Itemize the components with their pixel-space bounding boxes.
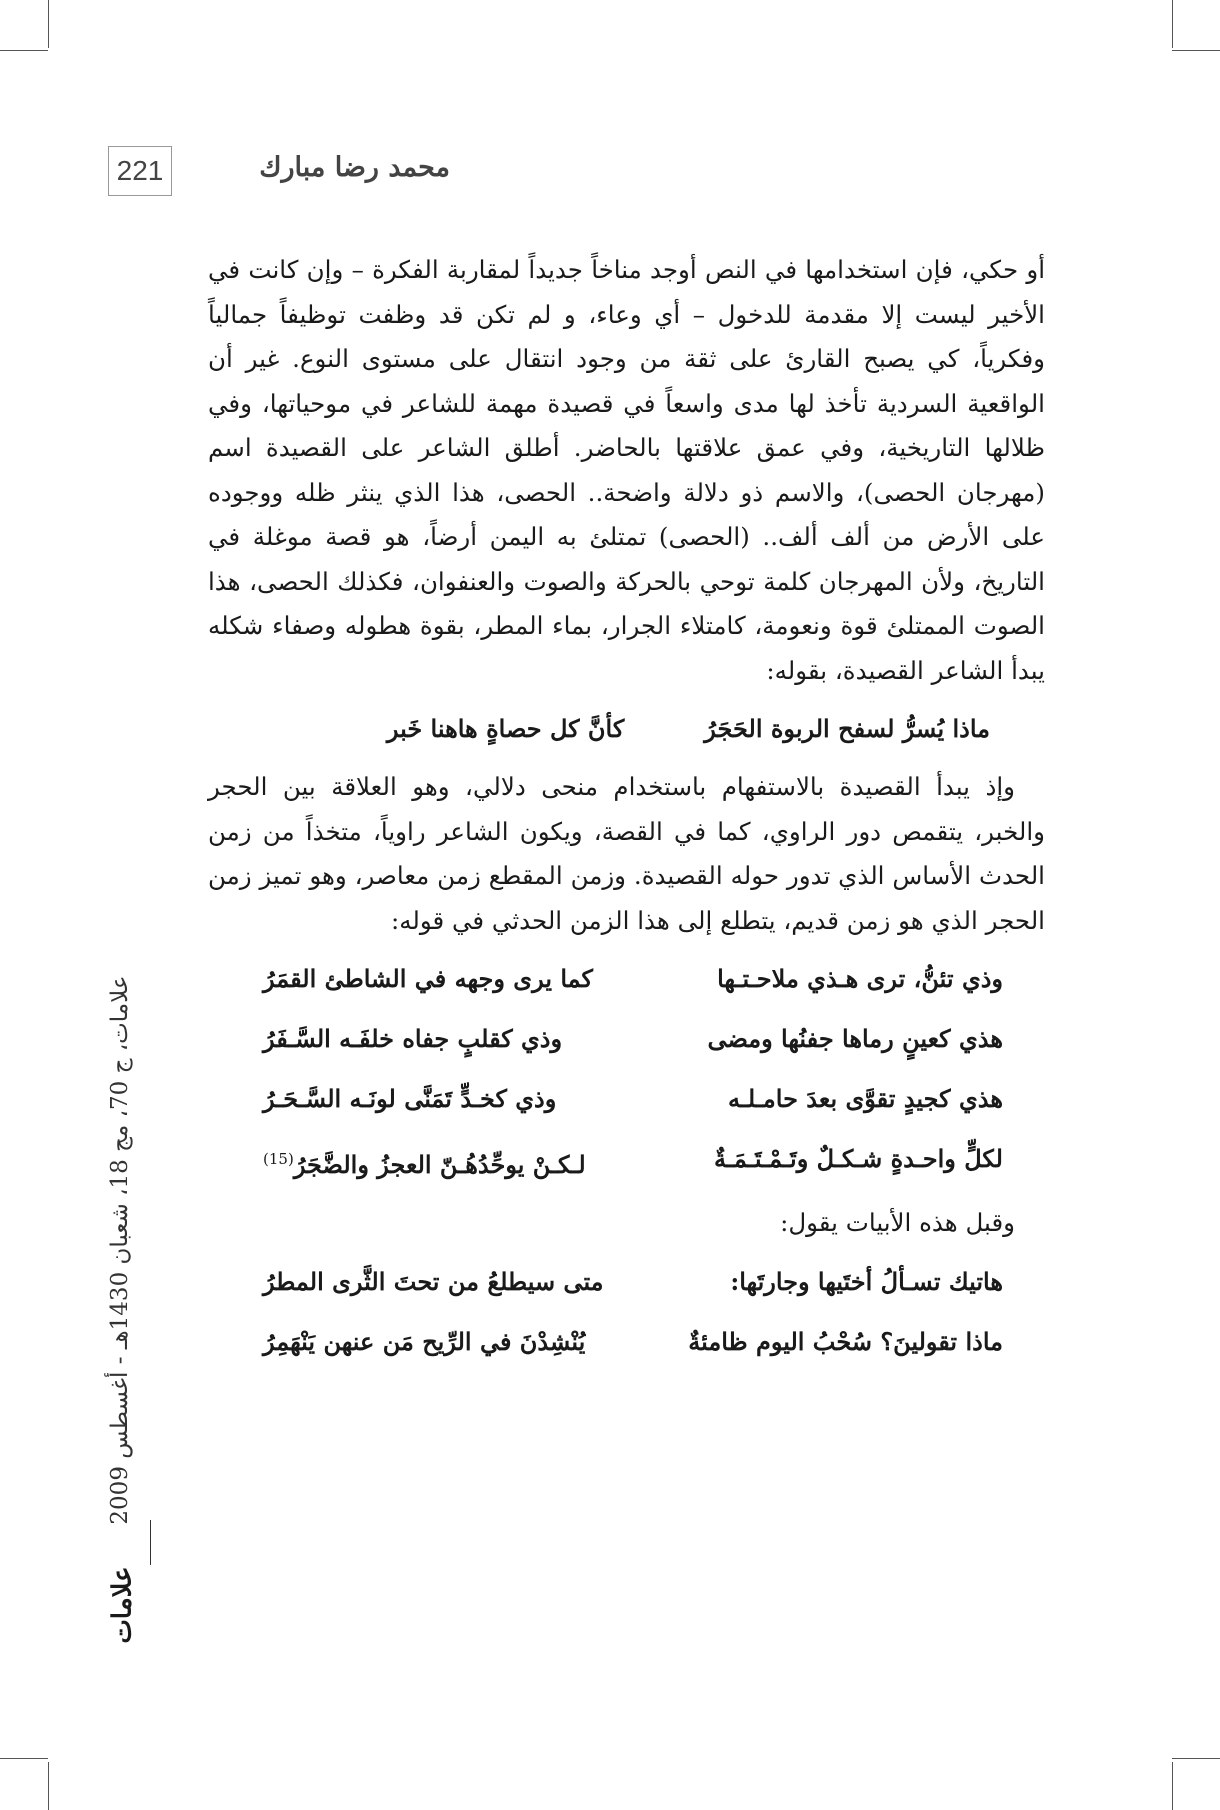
verse-hemistich-left: وذي كخـدٍّ تَمَنَّى لونَـه السَّـحَـرُ (263, 1084, 557, 1113)
crop-mark (48, 0, 49, 48)
running-header-author: محمد رضا مبارك (259, 152, 450, 183)
verse-hemistich-left: متى سيطلعُ من تحتَ الثَّرى المطرُ (263, 1266, 604, 1296)
verse-hemistich-right: لكلٍّ واحـدةٍ شـكـلٌ وتَـمْـتَـمَـةٌ (714, 1144, 1003, 1173)
verse-line (208, 1312, 1045, 1372)
verse-line (208, 949, 1045, 1009)
side-divider (150, 1520, 151, 1565)
verse-line (208, 1069, 1045, 1129)
verse-line (208, 699, 1045, 759)
verse-hemistich-left: وذي كقلبٍ جفاه خلفَـه السَّـفَرُ (263, 1024, 563, 1053)
verse-block (208, 699, 1045, 759)
paragraph: وإذ يبدأ القصيدة بالاستفهام باستخدام منحى دلالي، وهو العلاقة بين الحجر والخبر، يتقمص دور الراوي، كما في القصة، ويكون الشاعر راوياً، متخذاً من زمن الحدث الأساس الذي تدور حوله القصيدة. وزمن المقطع زمن معاصر، وهو تميز زمن الحجر الذي هو زمن قديم، يتطلع إلى هذا الزمن الحدثي في قوله: (208, 772, 1045, 935)
journal-logo (96, 1566, 150, 1644)
verse-hemistich-left-with-footnote (263, 1129, 586, 1195)
crop-mark (1172, 1758, 1220, 1759)
journal-issue-text: علامات، ج 70، مج 18، شعبان 1430هـ - أغسطس 2009 (107, 975, 133, 1525)
crop-mark (0, 50, 48, 51)
verse-hemistich-right: وذي تئنُّ، ترى هـذي ملاحـتـها (717, 964, 1003, 993)
verse-line (208, 1252, 1045, 1312)
footnote-marker: (15) (263, 1150, 294, 1168)
paragraph: أو حكي، فإن استخدامها في النص أوجد مناخاً جديداً لمقاربة الفكرة – وإن كانت في الأخير ليست إلا مقدمة للدخول – أي وعاء، و لم تكن قد وظفت توظيفاً جمالياً وفكرياً، كي يصبح القارئ على ثقة من وجود انتقال على مستوى النوع. غير أن الواقعية السردية تأخذ لها مدى واسعاً في قصيدة مهمة للشاعر في موحياتها، وفي ظلالها التاريخية، وفي عمق علاقتها بالحاضر. أطلق الشاعر على القصيدة اسم (مهرجان الحصى)، والاسم ذو دلالة واضحة.. الحصى، هذا الذي ينثر ظله ووجوده على الأرض من ألف ألف.. (الحصى) تمتلئ به اليمن أرضاً، هو قصة موغلة في التاريخ، ولأن المهرجان كلمة توحي بالحركة والصوت والعنفوان، فكذلك الحصى، هذا الصوت الممتلئ قوة ونعومة، كامتلاء الجرار، بماء المطر، بقوة هطوله وصفاء شكله يبدأ الشاعر القصيدة، بقوله: (208, 255, 1045, 685)
verse-hemistich-left: كأنَّ كل حصاةٍ هاهنا خَبر (386, 714, 625, 743)
verse-hemistich-right: هذي كجيدٍ تقوَّى بعدَ حامـلـه (728, 1084, 1003, 1113)
verse-block (208, 949, 1045, 1195)
crop-mark (1172, 1762, 1173, 1810)
verse-line (208, 1009, 1045, 1069)
verse-hemistich-left: كما يرى وجهه في الشاطئ القمَرُ (263, 964, 593, 993)
verse-hemistich-left: لـكـنْ يوحِّدُهُـنّ العجزُ والضَّجَرُ (293, 1150, 586, 1179)
crop-mark (1172, 50, 1220, 51)
verse-hemistich-right: ماذا يُسرُّ لسفح الربوة الحَجَرُ (704, 714, 990, 743)
journal-logo-text: علامات (108, 1566, 139, 1644)
crop-mark (0, 1758, 48, 1759)
verse-hemistich-left: يُنْشِدْنَ في الرِّيح مَن عنهن يَنْهَمِرُ (263, 1326, 586, 1356)
verse-hemistich-right: ماذا تقولينَ؟ سُحْبُ اليوم ظامئةٌ (688, 1326, 1003, 1356)
verse-block (208, 1252, 1045, 1372)
journal-side-caption (100, 960, 140, 1540)
verse-line (208, 1129, 1045, 1195)
verse-hemistich-right: هذي كعينٍ رماها جفنُها ومضى (707, 1024, 1003, 1053)
article-body (208, 248, 1045, 1378)
crop-mark (48, 1762, 49, 1810)
paragraph: وقبل هذه الأبيات يقول: (780, 1208, 1015, 1237)
verse-hemistich-right: هاتيك تسـألُ أختَيها وجارتَها: (730, 1266, 1003, 1296)
page-number: 221 (108, 146, 172, 196)
crop-mark (1172, 0, 1173, 48)
